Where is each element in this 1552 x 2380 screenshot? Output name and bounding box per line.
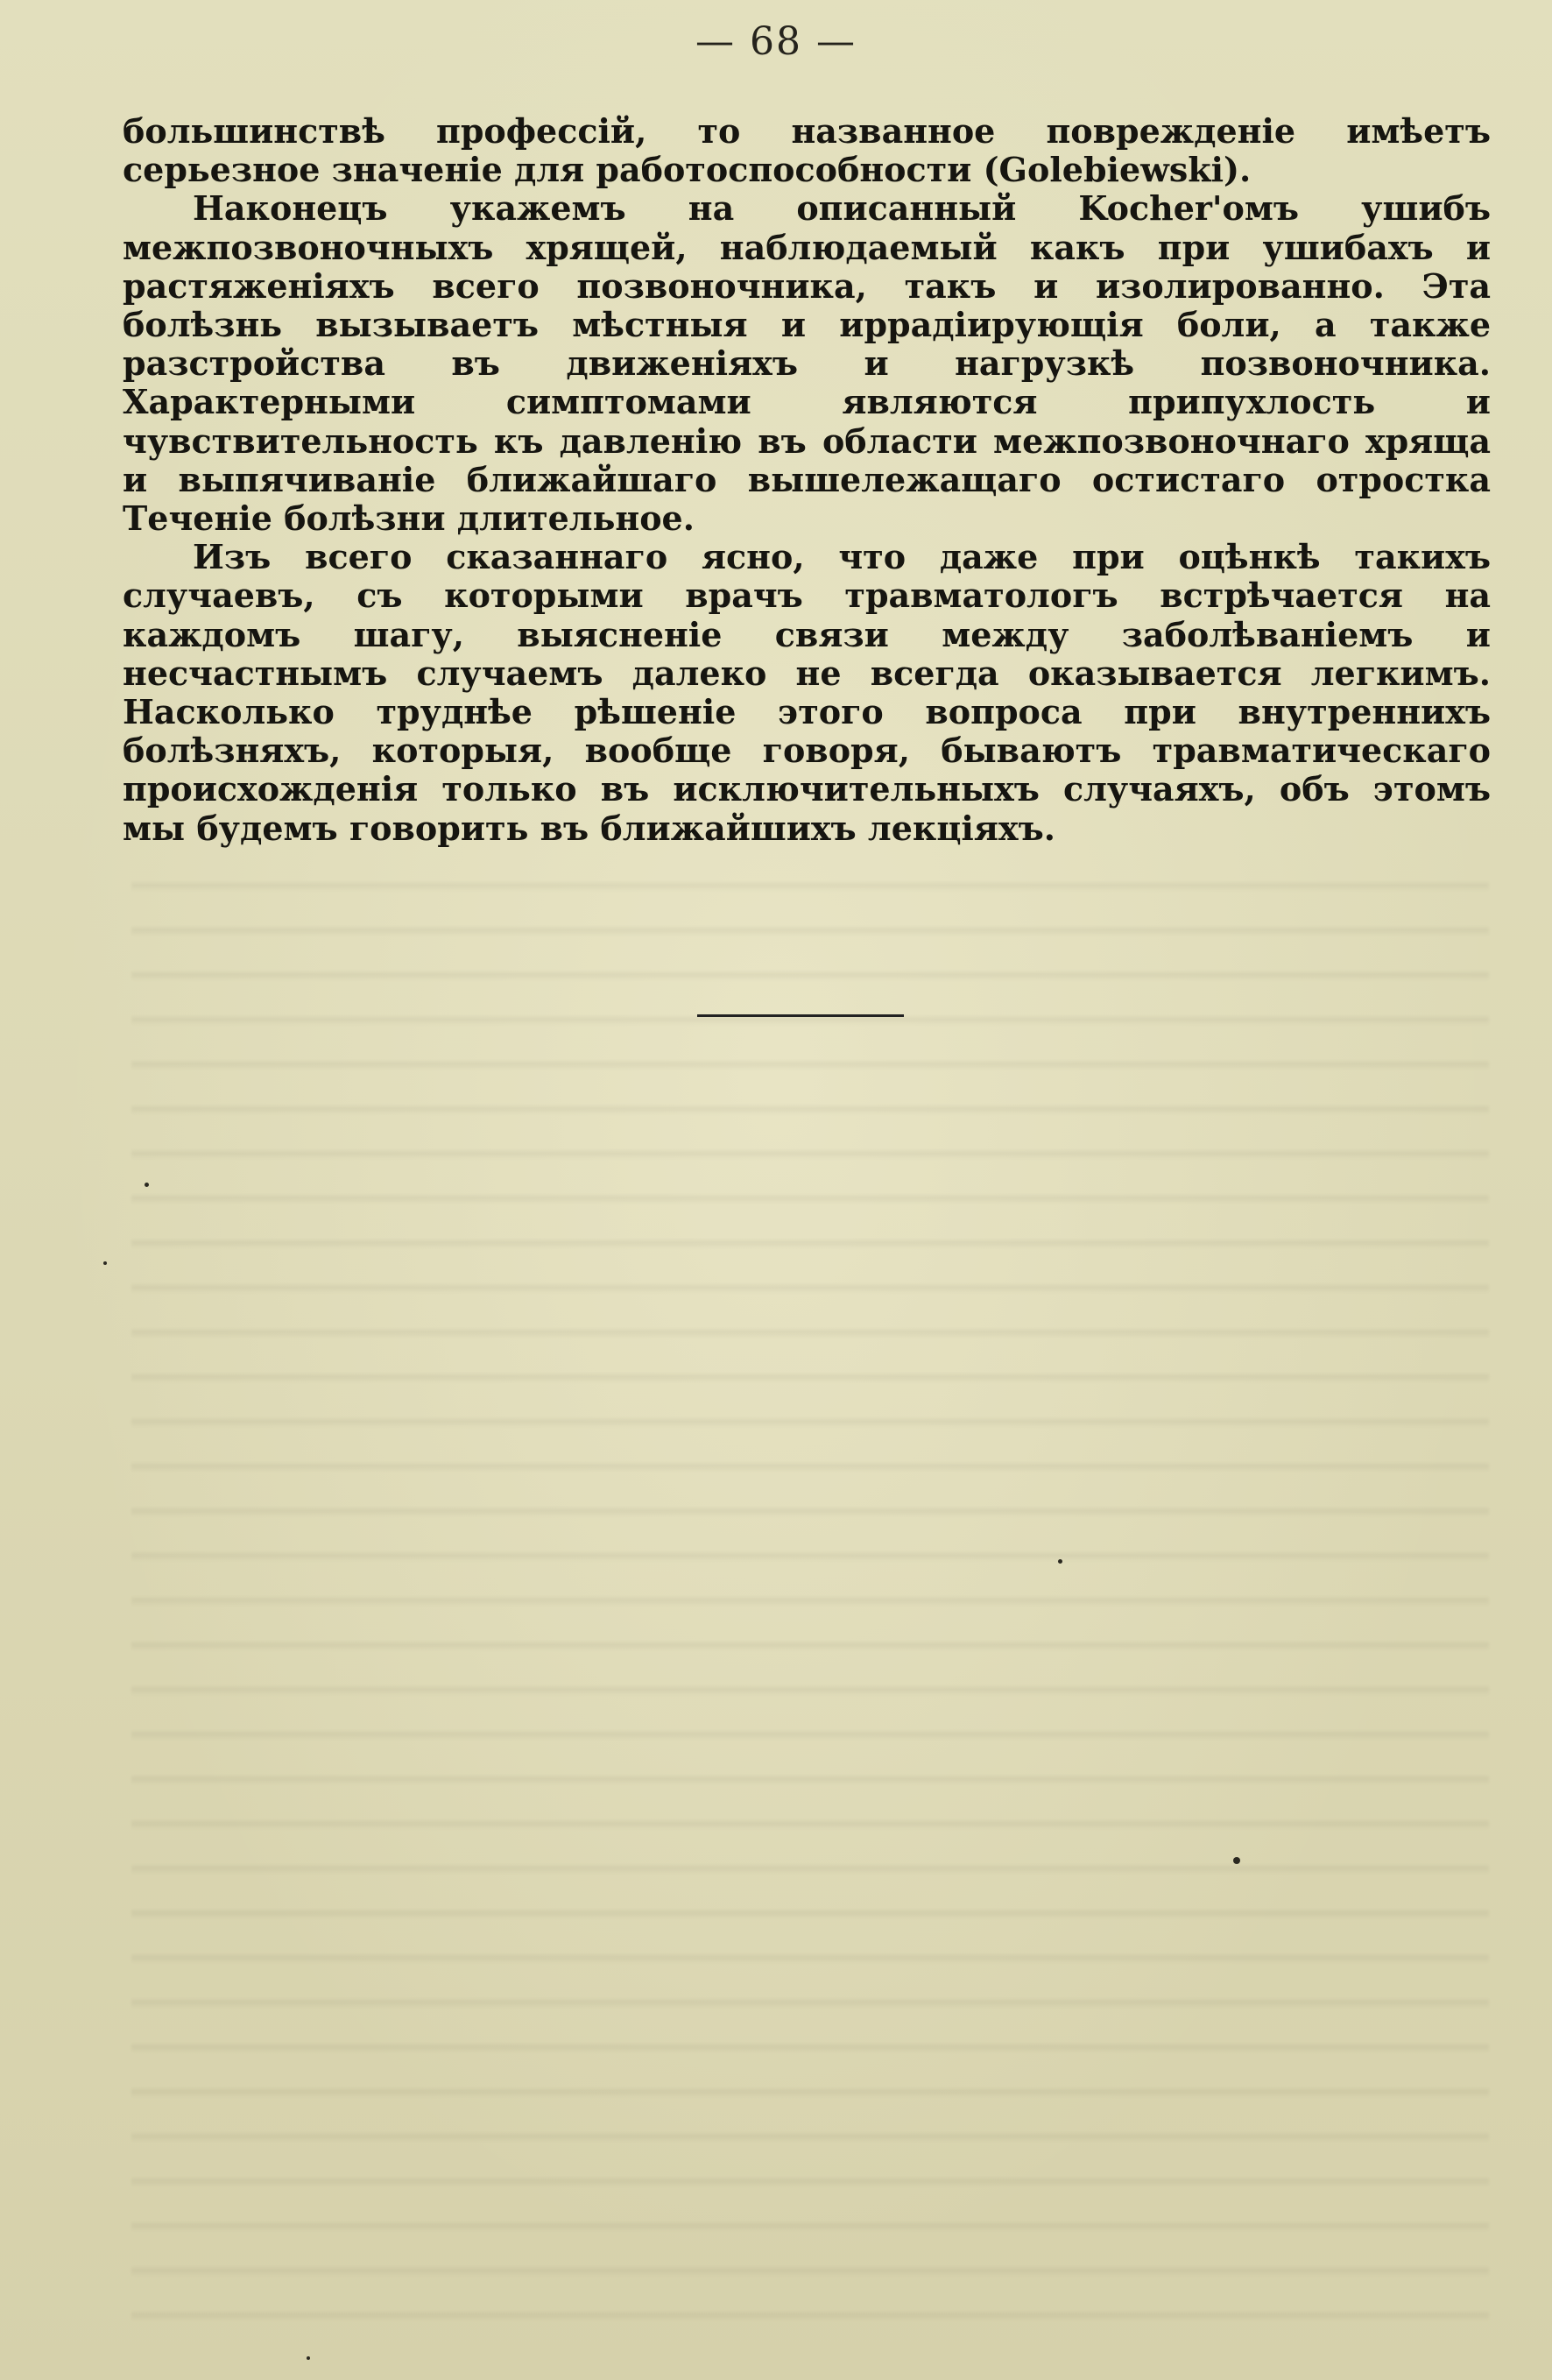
paragraph-conclusion: Изъ всего сказаннаго ясно, что даже при оцѣнкѣ такихъ случаевъ, съ которыми врачъ травматологъ встрѣчается на каждомъ шагу, выясненіе связи между заболѣваніемъ и несчастнымъ случаемъ далеко не всегда оказывается легкимъ. Насколько труднѣе рѣшеніе этого вопроса при внутреннихъ болѣзняхъ, которыя, вообще говоря, бываютъ травматическаго происхожденія только въ исключительныхъ случаяхъ, объ этомъ мы будемъ говорить въ ближайшихъ лекціяхъ. <box>123 537 1491 848</box>
ink-speck <box>307 2356 310 2360</box>
ink-speck <box>1233 1857 1240 1864</box>
ink-speck <box>145 1183 149 1187</box>
paragraph-continuation: большинствѣ профессій, то названное поврежденіе имѣетъ серьезное значеніе для работоспособности (Golebiewski). <box>123 111 1491 190</box>
section-end-rule <box>697 1014 904 1017</box>
show-through-text <box>131 858 1489 2348</box>
ink-speck <box>103 1261 107 1265</box>
page-number: — 68 — <box>695 19 857 64</box>
ink-speck <box>1058 1559 1062 1564</box>
paragraph-kocher-injury: Наконецъ укажемъ на описанный Kocher'омъ ушибъ межпозвоночныхъ хрящей, наблюдаемый какъ при ушибахъ и растяженіяхъ всего позвоночника, такъ и изолированно. Эта болѣзнь вызываетъ мѣстныя и иррадіирующія боли, а также разстройства въ движеніяхъ и нагрузкѣ позвоночника. Характерными симптомами являются припухлость и чувствительность къ давленію въ области межпозвоночнаго хряща и выпячиваніе ближайшаго вышележащаго остистаго отростка Теченіе болѣзни длительное. <box>123 188 1491 539</box>
body-text <box>123 112 1491 848</box>
